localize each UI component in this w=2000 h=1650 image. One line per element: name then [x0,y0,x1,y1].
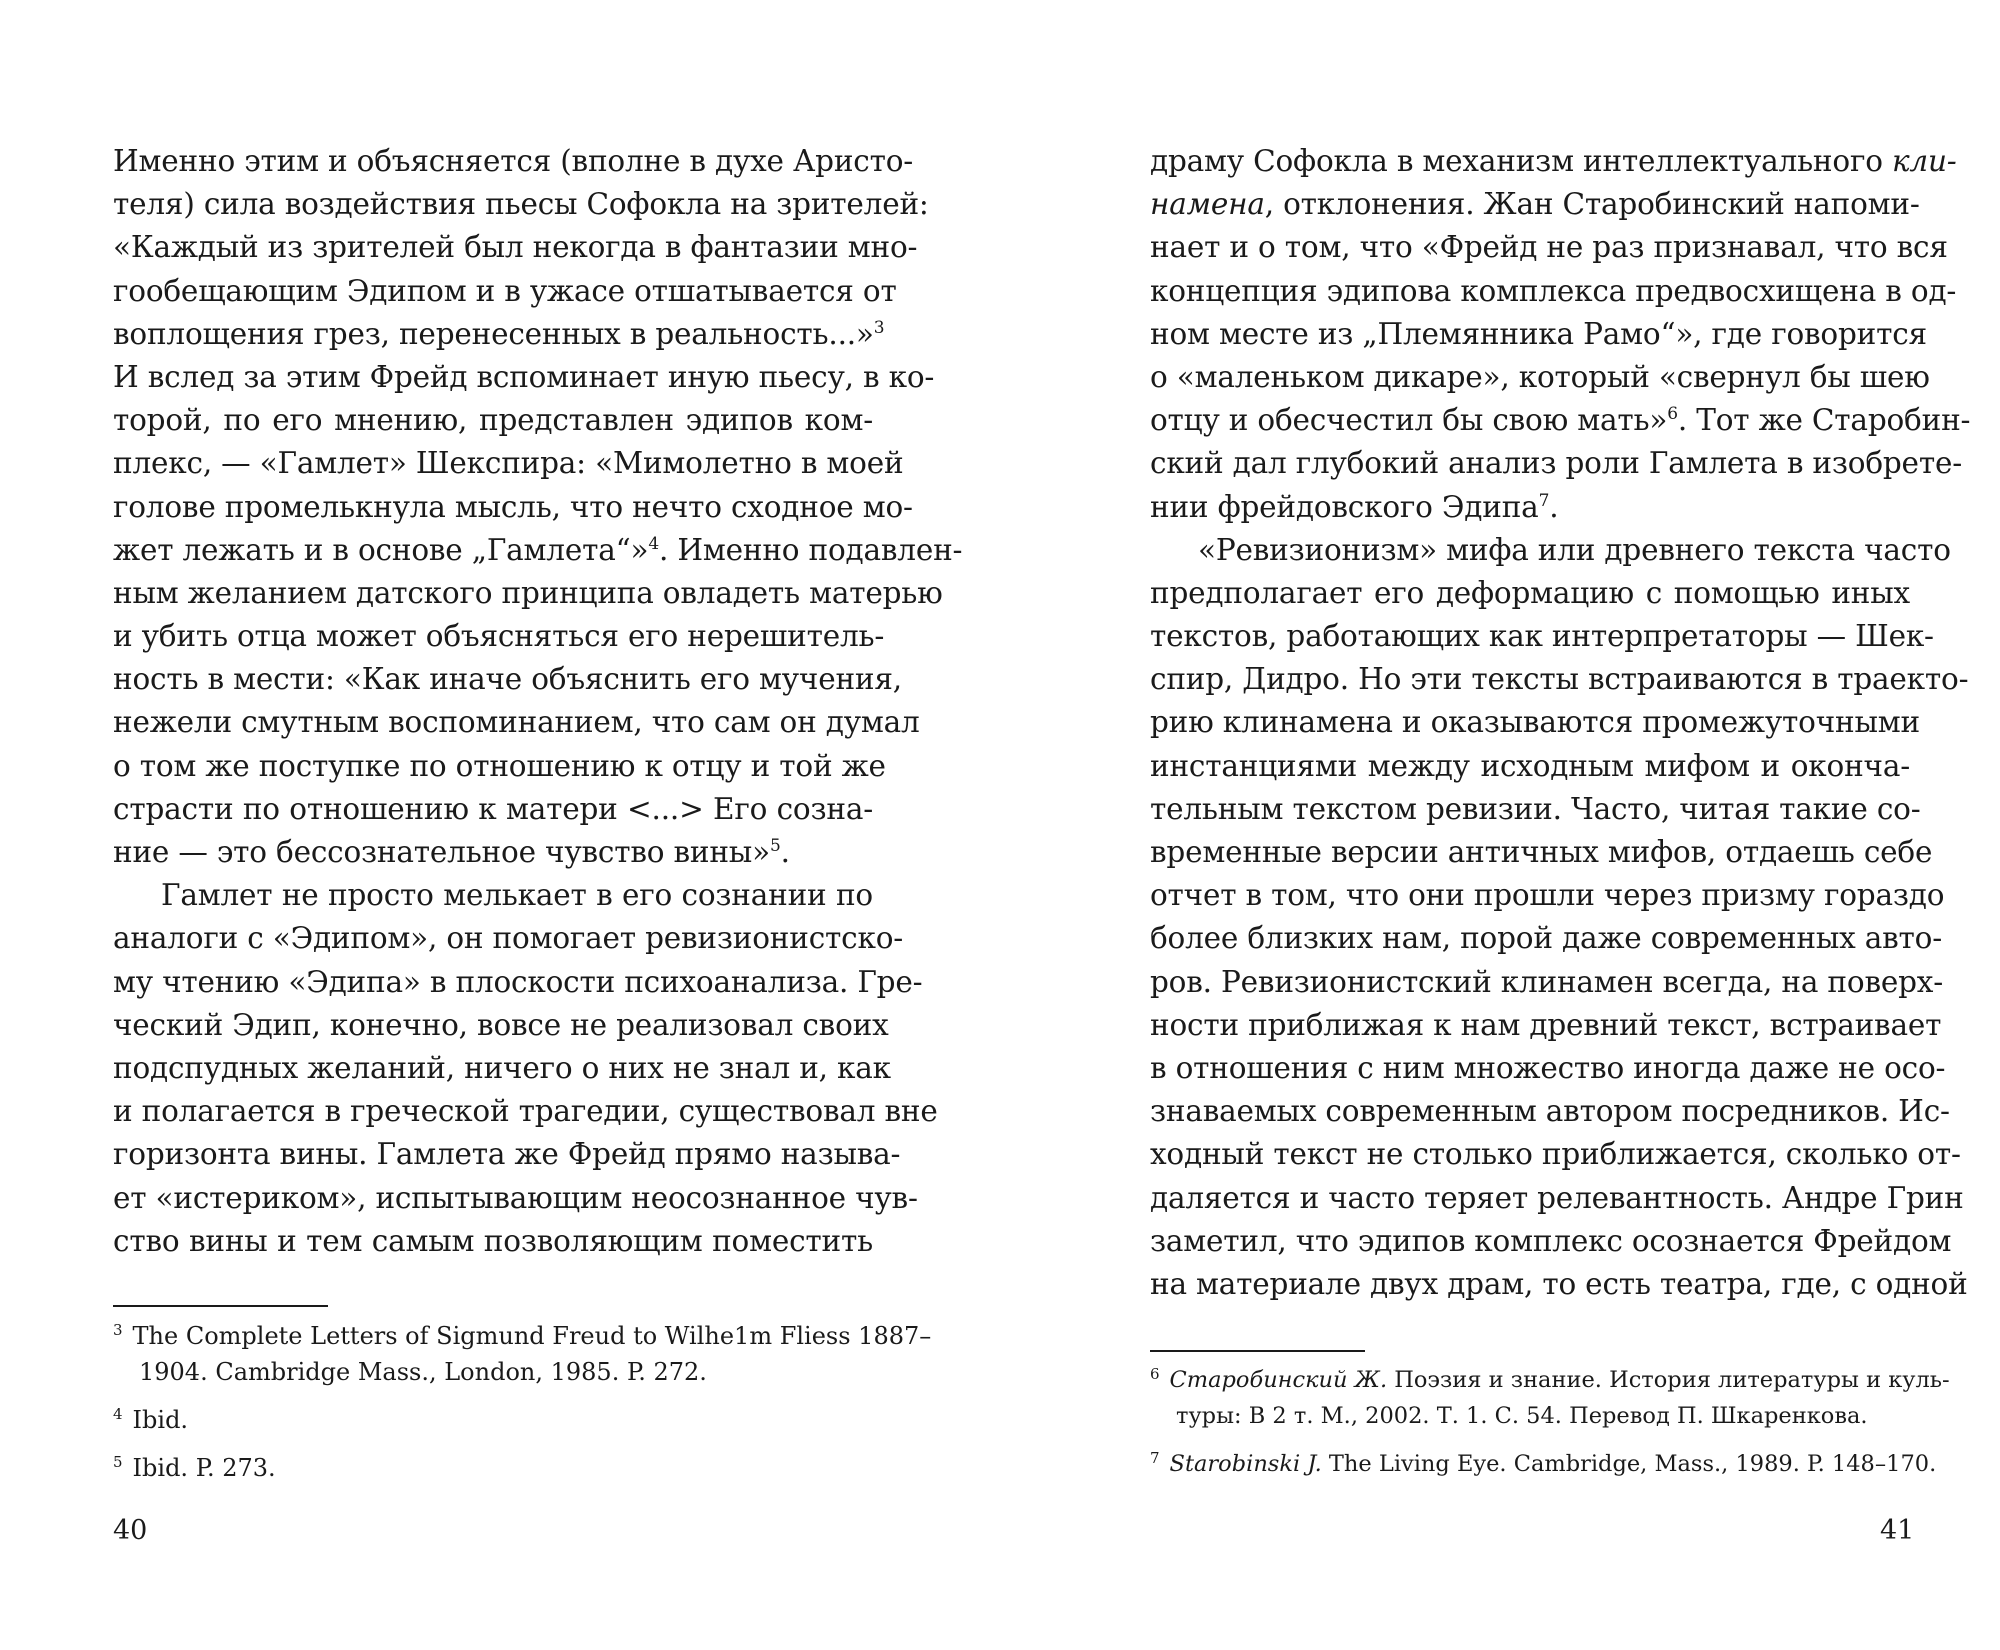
text-line: «Каждый из зрителей был некогда в фантазии мно- [113,230,918,265]
text-line: предполагает его деформацию с помощью иных [1150,575,1910,610]
footnote-5 [113,1450,883,1486]
text-line: гообещающим Эдипом и в ужасе отшатывается от [113,273,897,308]
text-line: текстов, работающих как интерпретаторы — Шек- [1150,619,1934,654]
text-line [1150,183,1920,226]
right-body-text [1150,140,1971,1306]
text-line: Гамлет не просто мелькает в его сознании по [161,878,873,913]
footnote-number: 4 [113,1405,123,1423]
text-line: ет «истериком», испытывающим неосознанное чув- [113,1180,918,1215]
text-line: И вслед за этим Фрейд вспоминает иную пьесу, в ко- [113,359,935,394]
footnote-line [113,1318,932,1354]
text-line: нежели смутным воспоминанием, что сам он думал [113,705,920,740]
text-line: нает и о том, что «Фрейд не раз признавал, что вся [1150,230,1948,265]
right-page [1000,0,2000,1650]
footnote-number: 7 [1150,1448,1160,1467]
left-footnotes [113,1318,932,1498]
text-line: ном месте из „Племянника Рамо“», где говорится [1150,316,1927,351]
footnote-text: Поэзия и знание. История литературы и куль- [1387,1367,1950,1393]
text-line [1150,399,1971,442]
footnote-6 [1150,1362,1950,1434]
text-line: отчет в том, что они прошли через призму гораздо [1150,878,1945,913]
footnote-divider [1150,1350,1365,1352]
footnote-author: Старобинский Ж. [1169,1367,1388,1393]
text-span: отцу и обесчестил бы свою мать» [1150,403,1668,438]
text-span: жет лежать и в основе „Гамлета“» [113,532,649,567]
text-span: . Тот же Старобин- [1677,403,1971,438]
text-line: заметил, что эдипов комплекс осознается Фрейдом [1150,1223,1952,1258]
right-footnotes [1150,1362,1950,1494]
text-line: инстанциями между исходным мифом и оконча- [1150,748,1910,783]
text-line: теля) сила воздействия пьесы Софокла на зрителей: [113,187,929,222]
text-span: , отклонения. Жан Старобинский напоми- [1264,187,1920,222]
text-line: рию клинамена и оказываются промежуточными [1150,705,1920,740]
text-line: более близких нам, порой даже современных авто- [1150,921,1942,956]
text-line: спир, Дидро. Но эти тексты встраиваются в траекто- [1150,662,1969,697]
text-span: . [1549,489,1559,524]
footnote-number: 5 [113,1453,123,1471]
text-line [1150,486,1910,529]
text-line: торой, по его мнению, представлен эдипов ком- [113,403,873,438]
footnote-ref-5: 5 [769,836,781,857]
text-line: ство вины и тем самым позволяющим поместить [113,1223,873,1258]
text-line: на материале двух драм, то есть театра, где, с одной [1150,1266,1968,1301]
text-line: даляется и часто теряет релевантность. Андре Грин [1150,1180,1964,1215]
text-line [113,529,963,572]
footnote-ref-7: 7 [1538,490,1550,511]
text-span: воплощения грез, перенесенных в реальность...» [113,316,874,351]
footnote-line [1150,1446,1937,1482]
text-line: плекс, — «Гамлет» Шекспира: «Мимолетно в моей [113,446,904,481]
text-line: му чтению «Эдипа» в плоскости психоанализа. Гре- [113,964,923,999]
footnote-ref-4: 4 [648,533,659,554]
text-line: горизонта вины. Гамлета же Фрейд прямо называ- [113,1137,901,1172]
page-number: 41 [1880,1515,1915,1546]
text-line: о «маленьком дикаре», который «свернул бы шею [1150,359,1930,394]
text-line [1150,140,1957,183]
footnote-text: туры: В 2 т. М., 2002. Т. 1. С. 54. Перевод П. Шкаренкова. [1176,1403,1868,1429]
footnote-number: 6 [1150,1364,1160,1383]
footnote-4 [113,1402,883,1438]
footnote-line [113,1402,883,1438]
text-line [113,831,873,874]
footnote-number: 3 [113,1321,123,1339]
text-line: ский дал глубокий анализ роли Гамлета в изобрете- [1150,446,1962,481]
text-line: ности приближая к нам древний текст, встраивает [1150,1007,1942,1042]
text-line: знаваемых современным автором посредников. Ис- [1150,1094,1950,1129]
text-span: . [780,835,790,869]
footnote-text: Ibid. [132,1406,189,1434]
page-number: 40 [113,1515,148,1546]
footnote-7 [1150,1446,1937,1482]
italic-text: намена [1150,187,1265,222]
footnote-author: Starobinski J. [1169,1451,1322,1477]
italic-text: кли- [1891,144,1957,178]
text-line: ным желанием датского принципа овладеть матерью [113,575,943,610]
text-line: концепция эдипова комплекса предвосхищена в од- [1150,273,1957,308]
text-line: подспудных желаний, ничего о них не знал и, как [113,1050,891,1085]
text-line: и полагается в греческой трагедии, существовал вне [113,1094,938,1129]
text-span: . Именно подавлен- [658,532,963,567]
text-line: аналоги с «Эдипом», он помогает ревизионистско- [113,921,904,956]
text-line: ческий Эдип, конечно, вовсе не реализовал своих [113,1007,889,1042]
text-line [113,313,885,356]
text-line: ров. Ревизионистский клинамен всегда, на поверх- [1150,964,1944,999]
text-line: ходный текст не столько приближается, сколько от- [1150,1137,1961,1172]
footnote-text: The Living Eye. Cambridge, Mass., 1989. P. 148–170. [1321,1451,1937,1477]
footnote-ref-3: 3 [873,317,885,338]
text-line: о том же поступке по отношению к отцу и той же [113,748,886,783]
text-line: Именно этим и объясняется (вполне в духе Аристо- [113,144,914,178]
footnote-line [113,1450,883,1486]
left-body-text [113,140,963,1263]
text-span: нии фрейдовского Эдипа [1150,489,1539,524]
text-line: ность в мести: «Как иначе объяснить его мучения, [113,662,902,697]
text-line: в отношения с ним множество иногда даже не осо- [1150,1050,1946,1085]
footnote-text: 1904. Cambridge Mass., London, 1985. P. 272. [139,1358,707,1386]
text-line: и убить отца может объясняться его нерешитель- [113,619,885,654]
footnote-text: The Complete Letters of Sigmund Freud to Wilhe1m Fliess 1887– [132,1322,932,1350]
text-span: ние — это бессознательное чувство вины» [113,835,770,869]
text-line: голове промелькнула мысль, что нечто сходное мо- [113,489,913,524]
text-span: драму Софокла в механизм интеллектуального [1150,144,1892,178]
text-line: «Ревизионизм» мифа или древнего текста часто [1198,532,1951,567]
text-line: страсти по отношению к матери <...> Его созна- [113,791,873,826]
footnote-divider [113,1305,328,1307]
text-line: тельным текстом ревизии. Часто, читая такие со- [1150,791,1921,826]
text-line: временные версии античных мифов, отдаешь себе [1150,835,1933,869]
footnote-ref-6: 6 [1667,404,1678,425]
footnote-text: Ibid. P. 273. [132,1454,276,1482]
footnote-line [1150,1362,1950,1398]
footnote-3 [113,1318,932,1390]
